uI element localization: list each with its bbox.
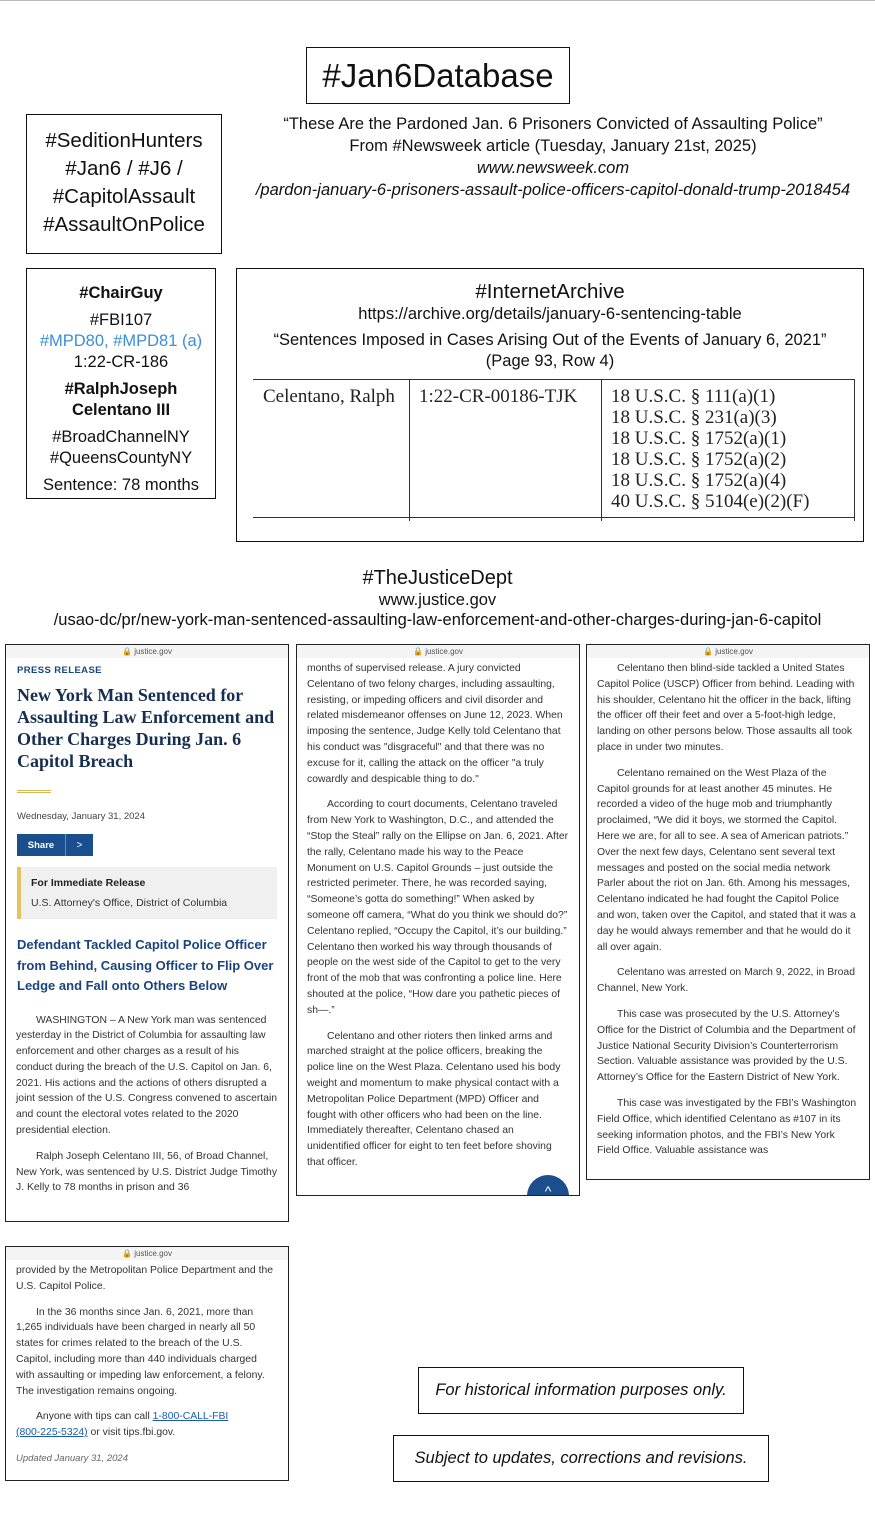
- charge: 18 U.S.C. § 1752(a)(2): [611, 449, 787, 470]
- charge: 18 U.S.C. § 231(a)(3): [611, 407, 777, 428]
- justice-path[interactable]: /usao-dc/pr/new-york-man-sentenced-assaulting-law-enforcement-and-other-charges-during-jan-6-capitol: [53, 611, 822, 629]
- fbi-tag: #FBI107: [89, 311, 153, 329]
- browser-url-bar: 🔒 justice.gov: [6, 1247, 288, 1260]
- table-column-divider: [601, 379, 602, 521]
- press-release-date: Wednesday, January 31, 2024: [17, 811, 145, 822]
- paragraph: Celentano then blind-side tackled a United States Capitol Police (USCP) Officer from behind. Leading with his shoulder, Celentano hit the officer in the back, lifting the officer off their feet and over a 5-foot-high ledge, landing on other persons below. Those assaults all took place in under two minutes.: [597, 663, 855, 753]
- tips-suffix: or visit tips.fbi.gov.: [87, 1427, 176, 1439]
- paragraph: Celentano remained on the West Plaza of the Capitol grounds for at least another 45 minutes. He recorded a video of the huge mob and triumphantly proclaimed, “We did it boys, we stormed the Capitol. Here we are, for all to see. A sea of American patriots.” Over the next few days, Celentano sent several text messages and posted on the social media network Parler about the riot on Jan. 6th. Among his messages, Celentano indicated he had fought the Capitol Police and won, taken over the Capitol, and stated that it was a day he would always remember and that he would do it all over again.: [597, 767, 856, 953]
- fbi-tip-phone-link[interactable]: 1-800-CALL-FBI: [152, 1411, 229, 1423]
- paragraph: This case was prosecuted by the U.S. Attorney’s Office for the District of Columbia and the Department of Justice National Security Division’s Counterterrorism Section. Valuable assistance was provided by the U.S. Attorney’s Office for the Eastern District of New York.: [597, 1008, 856, 1084]
- press-release-panel-3: [586, 644, 870, 1180]
- table-column-divider: [409, 379, 410, 521]
- paragraph: This case was investigated by the FBI’s Washington Field Office, which identified Celentano as #107 in its seeking information photos, and the FBI’s New York Field Office. Valuable assistance was: [597, 1097, 857, 1157]
- fbi-tip-number-link[interactable]: (800-225-5324): [16, 1427, 88, 1439]
- charge: 40 U.S.C. § 5104(e)(2)(F): [611, 491, 810, 512]
- person-tag: #ChairGuy: [79, 284, 163, 302]
- table-rule: [253, 517, 855, 518]
- justice-domain[interactable]: www.justice.gov: [378, 591, 497, 609]
- press-release-panel-2: [296, 644, 580, 1196]
- table-column-divider: [854, 379, 855, 521]
- justice-citation: [0, 567, 875, 630]
- press-release-label: PRESS RELEASE: [17, 665, 102, 676]
- paragraph: Celentano was arrested on March 9, 2022, in Broad Channel, New York.: [597, 967, 855, 995]
- archive-heading: #InternetArchive: [475, 280, 625, 303]
- sentencing-table-excerpt: [253, 379, 855, 521]
- panel-body: [587, 658, 869, 1159]
- tips-paragraph: [16, 1409, 278, 1441]
- panel-body: [297, 658, 579, 1171]
- top-divider: [0, 0, 875, 1]
- url-bar-label: justice.gov: [134, 647, 172, 656]
- updated-date: Updated January 31, 2024: [16, 1452, 128, 1464]
- table-defendant: Celentano, Ralph: [263, 386, 395, 407]
- table-rule: [253, 379, 855, 380]
- browser-url-bar: 🔒 justice.gov: [297, 645, 579, 658]
- paragraph: In the 36 months since Jan. 6, 2021, more than 1,265 individuals have been charged in nearly all 50 states for crimes related to the breach of the U.S. Capitol, including more than 440 individuals charged with assaulting or impeding law enforcement, a felony. The investigation remains ongoing.: [16, 1306, 265, 1397]
- article-source: From #Newsweek article (Tuesday, January 21st, 2025): [349, 137, 757, 155]
- paragraph: Ralph Joseph Celentano III, 56, of Broad Channel, New York, was sentenced by U.S. District Judge Timothy J. Kelly to 78 months in prison and 36: [16, 1150, 278, 1194]
- paragraph: Celentano and other rioters then linked arms and marched straight at the police officers, breaking the police line on the West Plaza. Celentano used his body weight and momentum to make physical contact with a Metropolitan Police Department (MPD) Officer and fought with other officers who had been on the line. Immediately thereafter, Celentano chased an unidentified officer for eight to ten feet before shoving that officer.: [307, 1030, 561, 1168]
- paragraph: WASHINGTON – A New York man was sentenced yesterday in the District of Columbia for assaulting law enforcement and other charges as a result of his conduct during the breach of the U.S. Capitol on Jan. 6, 2021. His actions and the actions of others disrupted a joint session of the U.S. Congress convened to ascertain and count the electoral votes related to the 2020 presidential election.: [16, 1014, 278, 1137]
- hashtag-line: #AssaultOnPolice: [43, 213, 205, 236]
- archive-url[interactable]: https://archive.org/details/january-6-sentencing-table: [358, 305, 742, 323]
- tips-prefix: Anyone with tips can call: [36, 1411, 153, 1423]
- mpd-tags[interactable]: #MPD80, #MPD81 (a): [39, 332, 203, 350]
- person-name: #RalphJoseph Celentano III: [64, 380, 178, 419]
- archive-box: [236, 268, 864, 542]
- browser-url-bar: 🔒 justice.gov: [6, 645, 288, 658]
- press-release-panel-1: [5, 644, 289, 1222]
- charge: 18 U.S.C. § 1752(a)(4): [611, 470, 787, 491]
- panel-body: [6, 1260, 288, 1467]
- url-bar-label: justice.gov: [715, 647, 753, 656]
- share-label[interactable]: Share: [17, 834, 65, 856]
- charge: 18 U.S.C. § 111(a)(1): [611, 386, 776, 407]
- share-button[interactable]: [17, 834, 93, 856]
- scroll-to-top-button[interactable]: ^: [527, 1175, 569, 1196]
- url-bar-label: justice.gov: [134, 1249, 172, 1258]
- article-domain[interactable]: www.newsweek.com: [476, 159, 630, 177]
- article-headline: “These Are the Pardoned Jan. 6 Prisoners Convicted of Assaulting Police”: [283, 115, 823, 133]
- case-number: 1:22-CR-186: [73, 353, 169, 371]
- url-bar-label: justice.gov: [425, 647, 463, 656]
- panel-body: [6, 997, 288, 1197]
- press-release-subhead: Defendant Tackled Capitol Police Officer from Behind, Causing Officer to Flip Over Ledge and Fall onto Others Below: [17, 937, 274, 993]
- hashtag-line: #Jan6 / #J6 /: [65, 157, 183, 180]
- archive-page-ref: (Page 93, Row 4): [485, 352, 615, 370]
- paragraph: months of supervised release. A jury convicted Celentano of two felony charges, including assaulting, resisting, or impeding officers and civil disorder and related misdemeanor offenses on June 12, 2023. When imposing the sentence, Judge Kelly told Celentano that his conduct was "disgraceful" and that there was no excuse for it, calling the attack on the officer "a truly cowardly and despicable thing to do.": [307, 663, 563, 785]
- chevron-right-icon[interactable]: >: [65, 834, 93, 856]
- table-charges: [611, 386, 809, 512]
- person-info-box: [26, 268, 216, 499]
- justice-heading: #TheJusticeDept: [362, 567, 513, 589]
- newsweek-article-citation: [236, 113, 870, 201]
- paragraph: According to court documents, Celentano traveled from New York to Washington, D.C., and attended the “Stop the Steal” rally on the Ellipse on Jan. 6, 2021. After the rally, Celentano made his way to the Peace Monument on U.S. Capitol Grounds – just outside the restricted perimeter. There, he was recorded saying, “Someone’s gotta do something!” When asked by someone off camera, “What do you think we should do?” Celentano replied, “Occupy the Capitol, it’s our building.” Celentano then worked his way through thousands of people on the west side of the Capitol to get to the very front of the mob that was confronting a police line. Here shouted at the police, “How dare you pathetic pieces of sh—.”: [307, 799, 569, 1016]
- page-title: #Jan6Database: [306, 47, 570, 104]
- press-release-panel-4: [5, 1246, 289, 1481]
- table-case-number: 1:22-CR-00186-TJK: [419, 386, 578, 407]
- charge: 18 U.S.C. § 1752(a)(1): [611, 428, 787, 449]
- browser-url-bar: 🔒 justice.gov: [587, 645, 869, 658]
- press-release-headline: New York Man Sentenced for Assaulting Law Enforcement and Other Charges During Jan. 6 Capitol Breach: [17, 685, 275, 771]
- hashtag-line: #CapitolAssault: [52, 185, 196, 208]
- hashtags-box: [26, 114, 222, 254]
- sentence: Sentence: 78 months: [43, 476, 199, 494]
- article-path[interactable]: /pardon-january-6-prisoners-assault-police-officers-capitol-donald-trump-2018454: [255, 181, 851, 199]
- release-office: U.S. Attorney's Office, District of Columbia: [31, 897, 228, 909]
- location-tag: #QueensCountyNY: [49, 449, 193, 467]
- location-tag: #BroadChannelNY: [52, 428, 190, 446]
- disclaimer-updates: Subject to updates, corrections and revisions.: [393, 1435, 769, 1482]
- release-title: For Immediate Release: [31, 877, 146, 889]
- archive-doc-title: “Sentences Imposed in Cases Arising Out of the Events of January 6, 2021”: [273, 331, 827, 349]
- paragraph: provided by the Metropolitan Police Department and the U.S. Capitol Police.: [16, 1265, 274, 1292]
- disclaimer-historical: For historical information purposes only.: [418, 1367, 744, 1414]
- release-box: [17, 867, 277, 919]
- hashtag-line: #SeditionHunters: [45, 129, 203, 152]
